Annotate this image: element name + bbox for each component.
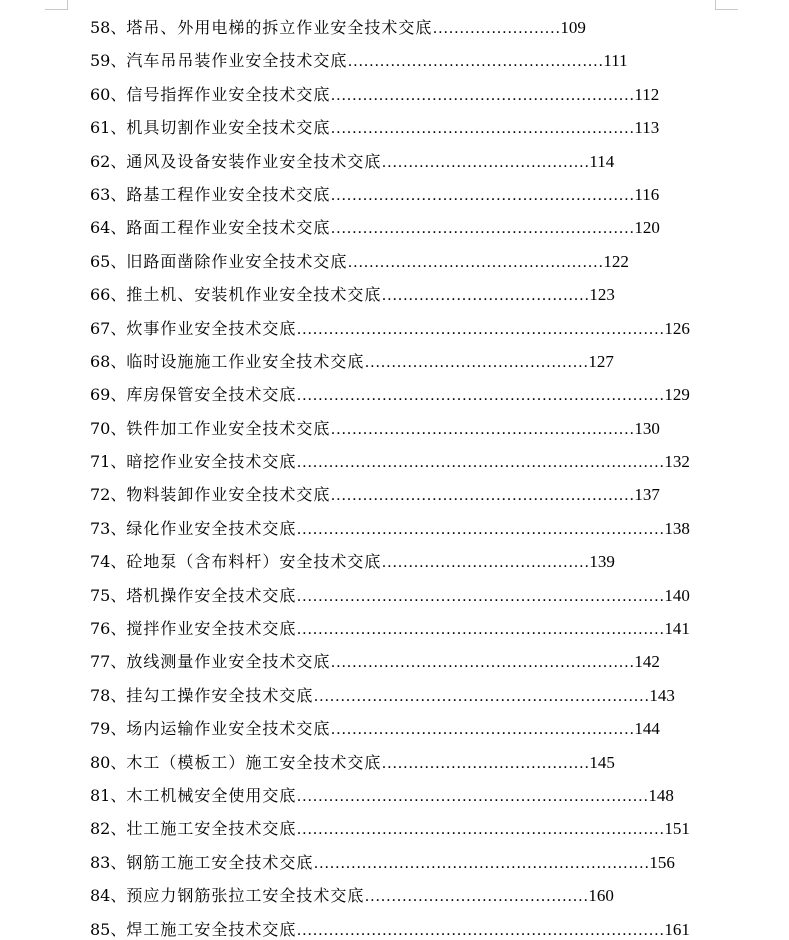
toc-entry-number: 68、	[90, 351, 127, 371]
toc-entry-number: 80、	[90, 752, 127, 772]
toc-entry-number: 70、	[90, 418, 127, 438]
toc-entry-page: 143	[649, 685, 675, 705]
toc-entry-page: 156	[649, 852, 675, 872]
toc-entry[interactable]	[90, 278, 710, 311]
toc-entry-title: 木工（模板工）施工安全技术交底	[126, 752, 382, 772]
toc-entry-number: 84、	[90, 886, 127, 906]
toc-entry-page: 130	[634, 418, 660, 438]
toc-entry-leader: ……………………………………	[364, 888, 589, 906]
toc-entry-title: 钢筋工施工安全技术交底	[126, 852, 314, 872]
toc-entry[interactable]	[90, 512, 710, 545]
toc-entry-title: 壮工施工安全技术交底	[126, 819, 297, 839]
toc-entry-leader: ……………………………………………………………	[296, 821, 665, 839]
toc-entry-number: 58、	[90, 18, 127, 37]
toc-entry-leader: …………………………………………………	[330, 220, 635, 238]
toc-entry-page: 142	[634, 652, 660, 672]
toc-entry-number: 71、	[90, 452, 127, 472]
table-of-contents	[90, 11, 710, 940]
toc-entry[interactable]	[90, 111, 710, 144]
toc-entry-number: 82、	[90, 819, 127, 839]
toc-entry-title: 机具切割作业安全技术交底	[126, 118, 331, 138]
toc-entry-title: 通风及设备安装作业安全技术交底	[126, 151, 382, 171]
toc-entry-number: 83、	[90, 852, 127, 872]
toc-entry-leader: ……………………………………………………………	[296, 587, 665, 605]
toc-entry[interactable]	[90, 345, 710, 378]
toc-entry-title: 搅拌作业安全技术交底	[126, 619, 297, 639]
toc-entry-leader: ………………………………………………………	[313, 687, 650, 705]
toc-entry-title: 信号指挥作业安全技术交底	[126, 84, 331, 104]
toc-entry[interactable]	[90, 679, 710, 712]
toc-entry-page: 145	[589, 752, 615, 772]
toc-entry-leader: …………………………………………	[347, 253, 604, 271]
toc-entry[interactable]	[90, 11, 710, 44]
toc-entry-leader: ……………………………………	[364, 353, 589, 371]
toc-entry-number: 65、	[90, 251, 127, 271]
toc-entry-leader: …………………………………	[381, 554, 590, 572]
toc-entry-number: 81、	[90, 785, 127, 805]
toc-entry-page: 111	[603, 51, 628, 71]
toc-entry-page: 129	[664, 385, 690, 405]
toc-entry-leader: …………………………………………………………	[296, 787, 649, 805]
toc-entry[interactable]	[90, 545, 710, 578]
toc-entry-page: 160	[588, 886, 614, 906]
toc-entry-leader: …………………………………………………	[330, 420, 635, 438]
toc-entry-number: 66、	[90, 285, 127, 305]
toc-entry-page: 151	[664, 819, 690, 839]
toc-entry-number: 63、	[90, 184, 127, 204]
toc-entry-page: 161	[664, 919, 690, 939]
toc-entry-title: 木工机械安全使用交底	[126, 785, 297, 805]
toc-entry-number: 69、	[90, 385, 127, 405]
toc-entry[interactable]	[90, 712, 710, 745]
toc-entry-title: 挂勾工操作安全技术交底	[126, 685, 314, 705]
toc-entry-number: 61、	[90, 118, 127, 138]
toc-entry-page: 113	[634, 118, 660, 138]
toc-entry-page: 114	[589, 151, 615, 171]
toc-entry-leader: …………………………………	[381, 754, 590, 772]
toc-entry-leader: …………………………………………………	[330, 120, 635, 138]
toc-entry-page: 109	[560, 18, 586, 37]
toc-entry[interactable]	[90, 211, 710, 244]
toc-entry-page: 120	[634, 218, 660, 238]
toc-entry-leader: …………………………………………………	[330, 721, 635, 739]
toc-entry-number: 62、	[90, 151, 127, 171]
toc-entry[interactable]	[90, 145, 710, 178]
toc-entry-page: 138	[664, 518, 690, 538]
toc-entry[interactable]	[90, 612, 710, 645]
toc-entry-leader: …………………………………	[381, 287, 590, 305]
toc-entry-leader: …………………………………	[381, 153, 590, 171]
toc-entry-leader: ……………………………………………………………	[296, 520, 665, 538]
toc-entry-title: 塔吊、外用电梯的拆立作业安全技术交底	[126, 18, 433, 37]
toc-entry-number: 72、	[90, 485, 127, 505]
toc-entry-number: 85、	[90, 919, 127, 939]
toc-entry-page: 122	[603, 251, 629, 271]
toc-entry-leader: ……………………………………………………………	[296, 387, 665, 405]
toc-entry[interactable]	[90, 779, 710, 812]
toc-entry-leader: ………………………………………………………	[313, 854, 650, 872]
toc-entry[interactable]	[90, 879, 710, 912]
toc-entry[interactable]	[90, 478, 710, 511]
crop-mark-right	[715, 0, 738, 10]
toc-entry-leader: ……………………………………………………………	[296, 621, 665, 639]
toc-entry[interactable]	[90, 44, 710, 77]
toc-entry[interactable]	[90, 579, 710, 612]
toc-entry-title: 放线测量作业安全技术交底	[126, 652, 331, 672]
toc-entry[interactable]	[90, 812, 710, 845]
toc-entry[interactable]	[90, 412, 710, 445]
toc-entry-number: 64、	[90, 218, 127, 238]
toc-entry-number: 74、	[90, 552, 127, 572]
toc-entry-leader: …………………………………………………	[330, 654, 635, 672]
toc-entry-title: 路面工程作业安全技术交底	[126, 218, 331, 238]
toc-entry-leader: …………………………………………………	[330, 186, 635, 204]
toc-entry-title: 塔机操作安全技术交底	[126, 585, 297, 605]
toc-entry-leader: ……………………………………………………………	[296, 320, 665, 338]
toc-entry-page: 132	[664, 452, 690, 472]
toc-entry-number: 67、	[90, 318, 127, 338]
toc-entry-title: 铁件加工作业安全技术交底	[126, 418, 331, 438]
toc-entry-title: 预应力钢筋张拉工安全技术交底	[126, 886, 365, 906]
toc-entry-page: 144	[634, 719, 660, 739]
toc-entry[interactable]	[90, 312, 710, 345]
toc-entry-page: 123	[589, 285, 615, 305]
toc-entry[interactable]	[90, 645, 710, 678]
toc-entry[interactable]	[90, 445, 710, 478]
toc-entry-page: 116	[634, 184, 660, 204]
toc-entry-title: 库房保管安全技术交底	[126, 385, 297, 405]
toc-entry[interactable]	[90, 746, 710, 779]
toc-entry-title: 暗挖作业安全技术交底	[126, 452, 297, 472]
toc-entry-leader: ……………………………………………………………	[296, 454, 665, 472]
toc-entry-number: 77、	[90, 652, 127, 672]
toc-entry-number: 79、	[90, 719, 127, 739]
toc-entry-title: 绿化作业安全技术交底	[126, 518, 297, 538]
toc-entry-title: 场内运输作业安全技术交底	[126, 719, 331, 739]
toc-entry-page: 112	[634, 84, 660, 104]
toc-entry-title: 焊工施工安全技术交底	[126, 919, 297, 939]
toc-entry[interactable]	[90, 846, 710, 879]
toc-entry-number: 59、	[90, 51, 127, 71]
toc-entry-page: 140	[664, 585, 690, 605]
toc-entry[interactable]	[90, 245, 710, 278]
toc-entry-number: 73、	[90, 518, 127, 538]
toc-entry-page: 148	[648, 785, 674, 805]
toc-entry-leader: ……………………………………………………………	[296, 921, 665, 939]
toc-entry-number: 78、	[90, 685, 127, 705]
toc-entry[interactable]	[90, 178, 710, 211]
toc-entry-number: 75、	[90, 585, 127, 605]
toc-entry-title: 路基工程作业安全技术交底	[126, 184, 331, 204]
toc-entry-title: 推土机、安装机作业安全技术交底	[126, 285, 382, 305]
toc-entry-title: 旧路面凿除作业安全技术交底	[126, 251, 348, 271]
toc-entry-number: 60、	[90, 84, 127, 104]
toc-entry-number: 76、	[90, 619, 127, 639]
toc-entry-page: 139	[589, 552, 615, 572]
toc-entry-leader: ……………………	[432, 20, 561, 37]
toc-entry[interactable]	[90, 78, 710, 111]
toc-entry-title: 临时设施施工作业安全技术交底	[126, 351, 365, 371]
crop-mark-left	[45, 0, 68, 10]
toc-entry-title: 物料装卸作业安全技术交底	[126, 485, 331, 505]
toc-entry[interactable]	[90, 913, 710, 940]
toc-entry-page: 126	[664, 318, 690, 338]
toc-entry-title: 砼地泵（含布料杆）安全技术交底	[126, 552, 382, 572]
toc-entry-leader: …………………………………………………	[330, 86, 635, 104]
toc-entry-page: 141	[664, 619, 690, 639]
toc-entry-leader: …………………………………………………	[330, 487, 635, 505]
toc-entry-page: 127	[588, 351, 614, 371]
toc-entry[interactable]	[90, 378, 710, 411]
toc-entry-page: 137	[634, 485, 660, 505]
toc-entry-title: 汽车吊吊装作业安全技术交底	[126, 51, 348, 71]
toc-entry-leader: …………………………………………	[347, 53, 604, 71]
toc-entry-title: 炊事作业安全技术交底	[126, 318, 297, 338]
